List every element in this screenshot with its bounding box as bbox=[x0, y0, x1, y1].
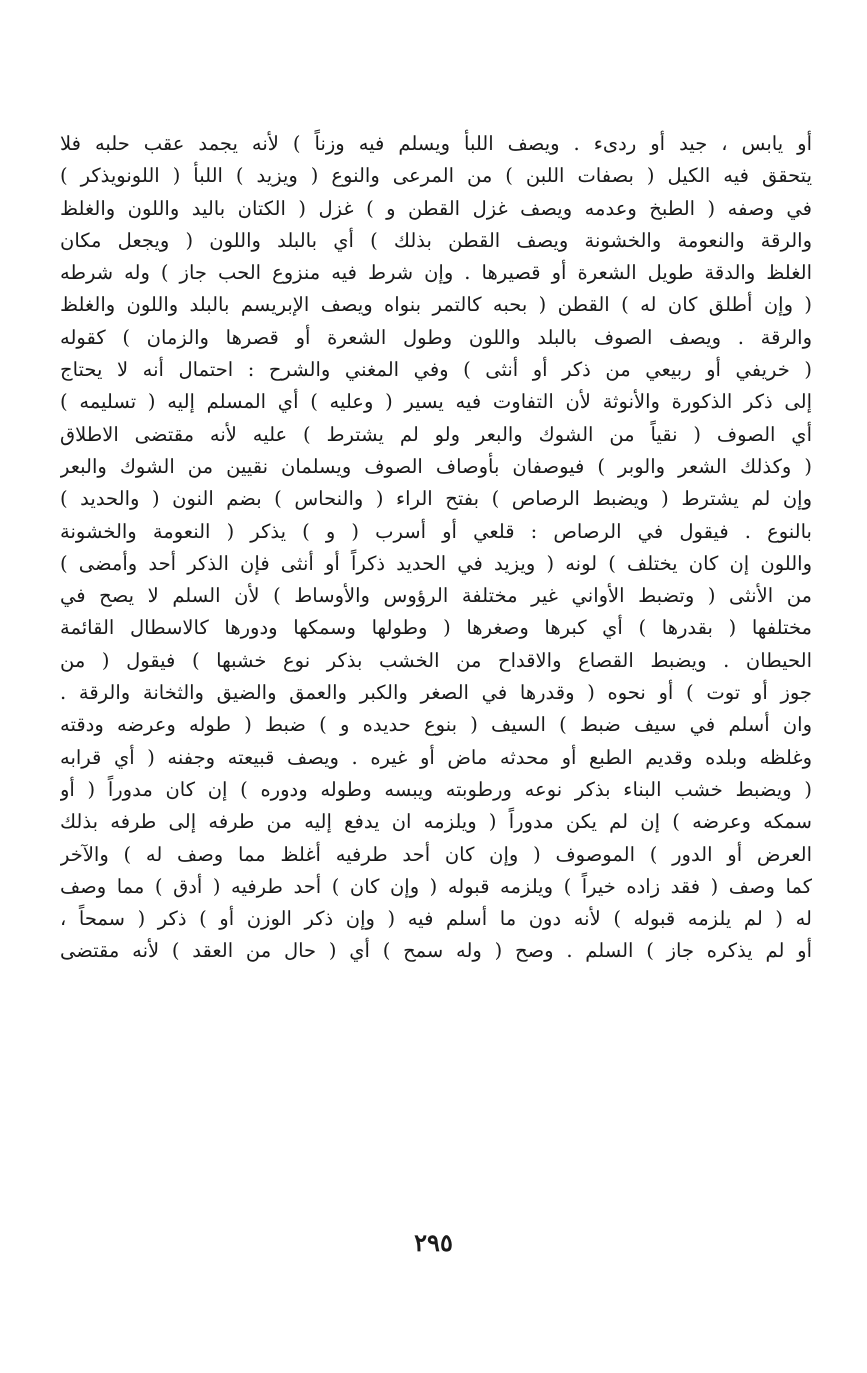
text-line: كما وصف ( فقد زاده خيراً ) ويلزمه قبوله ( وإن كان ) أحد طرفيه ( أدق ) مما وصف bbox=[60, 874, 812, 898]
text-line: الحيطان . ويضبط القصاع والاقداح من الخشب بذكر نوع خشبها ) فيقول ( من bbox=[60, 648, 812, 672]
text-line: من الأنثى ( وتضبط الأواني غير مختلفة الرؤوس والأوساط ) لأن السلم لا يصح في bbox=[60, 584, 812, 608]
text-line: الغلظ والدقة طويل الشعرة أو قصيرها . وإن شرط فيه منزوع الحب جاز ) وله شرطه bbox=[60, 261, 812, 285]
text-line: ( وكذلك الشعر والوبر ) فيوصفان بأوصاف الصوف ويسلمان نقيين من الشوك والبعر bbox=[60, 454, 812, 478]
text-line: جوز أو توت ) أو نحوه ( وقدرها في الصغر والكبر والعمق والضيق والثخانة والرقة . bbox=[60, 681, 812, 705]
text-line: في وصفه ( الطبخ وعدمه ويصف غزل القطن و ) غزل ( الكتان باليد واللون والغلظ bbox=[60, 196, 812, 220]
text-line: بالنوع . فيقول في الرصاص : قلعي أو أسرب ( و ) يذكر ( النعومة والخشونة bbox=[60, 519, 812, 543]
text-line: وان أسلم في سيف ضبط ) السيف ( بنوع حديده و ) ضبط ( طوله وعرضه ودقته bbox=[60, 713, 812, 737]
text-line: وإن لم يشترط ( ويضبط الرصاص ) بفتح الراء ( والنحاس ) بضم النون ( والحديد ) bbox=[60, 487, 812, 511]
text-line: وغلظه وبلده وقديم الطبع أو محدثه ماض أو غيره . ويصف قبيعته وجفنه ( أي قرابه bbox=[60, 745, 812, 769]
text-line: واللون إن كان يختلف ) لونه ( ويزيد في الحديد ذكراً أو أنثى فإن الذكر أحد وأمضى ) bbox=[60, 551, 812, 575]
text-line: ( وإن أطلق كان له ) القطن ( بحبه كالتمر بنواه ويصف الإبريسم بالبلد واللون والغلظ bbox=[60, 293, 812, 317]
page-number: ٢٩٥ bbox=[414, 1228, 453, 1257]
text-line: والرقة والنعومة والخشونة ويصف القطن بذلك ) أي بالبلد واللون ( ويجعل مكان bbox=[60, 228, 812, 252]
text-line: ( خريفي أو ربيعي من ذكر أو أنثى ) وفي المغني والشرح : احتمال أنه لا يحتاج bbox=[60, 358, 812, 382]
text-line: إلى ذكر الذكورة والأنوثة لأن التفاوت فيه يسير ( وعليه ) أي المسلم إليه ( تسليمه ) bbox=[60, 390, 812, 414]
text-line: والرقة . ويصف الصوف بالبلد واللون وطول الشعرة أو قصرها والزمان ) كقوله bbox=[60, 325, 812, 349]
text-line: العرض أو الدور ) الموصوف ( وإن كان أحد طرفيه أغلظ مما وصف له ) والآخر bbox=[60, 842, 812, 866]
text-line: سمكه وعرضه ) إن لم يكن مدوراً ( ويلزمه ان يدفع إليه من طرفه إلى طرفه بذلك bbox=[60, 810, 812, 834]
text-line: أي الصوف ( نقياً من الشوك والبعر ولو لم يشترط ) عليه لأنه مقتضى الاطلاق bbox=[60, 422, 812, 446]
text-line: أو لم يذكره جاز ) السلم . وصح ( وله سمح ) أي ( حال من العقد ) لأنه مقتضى bbox=[60, 939, 812, 963]
text-line: يتحقق فيه الكيل ( بصفات اللبن ) من المرعى والنوع ( ويزيد ) اللبأ ( اللونويذكر ) bbox=[60, 164, 812, 188]
text-line: أو يابس ، جيد أو ردىء . ويصف اللبأ ويسلم فيه وزناً ) لأنه يجمد عقب حلبه فلا bbox=[60, 132, 812, 155]
text-line: ( ويضبط خشب البناء بذكر نوعه ورطوبته ويبسه وطوله ودوره ) إن كان مدوراً ( أو bbox=[60, 777, 812, 801]
text-line: له ( لم يلزمه قبوله ) لأنه دون ما أسلم فيه ( وإن ذكر الوزن أو ) ذكر ( سمحاً ، bbox=[60, 907, 812, 931]
text-line: مختلفها ( بقدرها ) أي كبرها وصغرها ( وطولها وسمكها ودورها كالاسطال القائمة bbox=[60, 616, 812, 640]
body-text bbox=[60, 128, 812, 968]
